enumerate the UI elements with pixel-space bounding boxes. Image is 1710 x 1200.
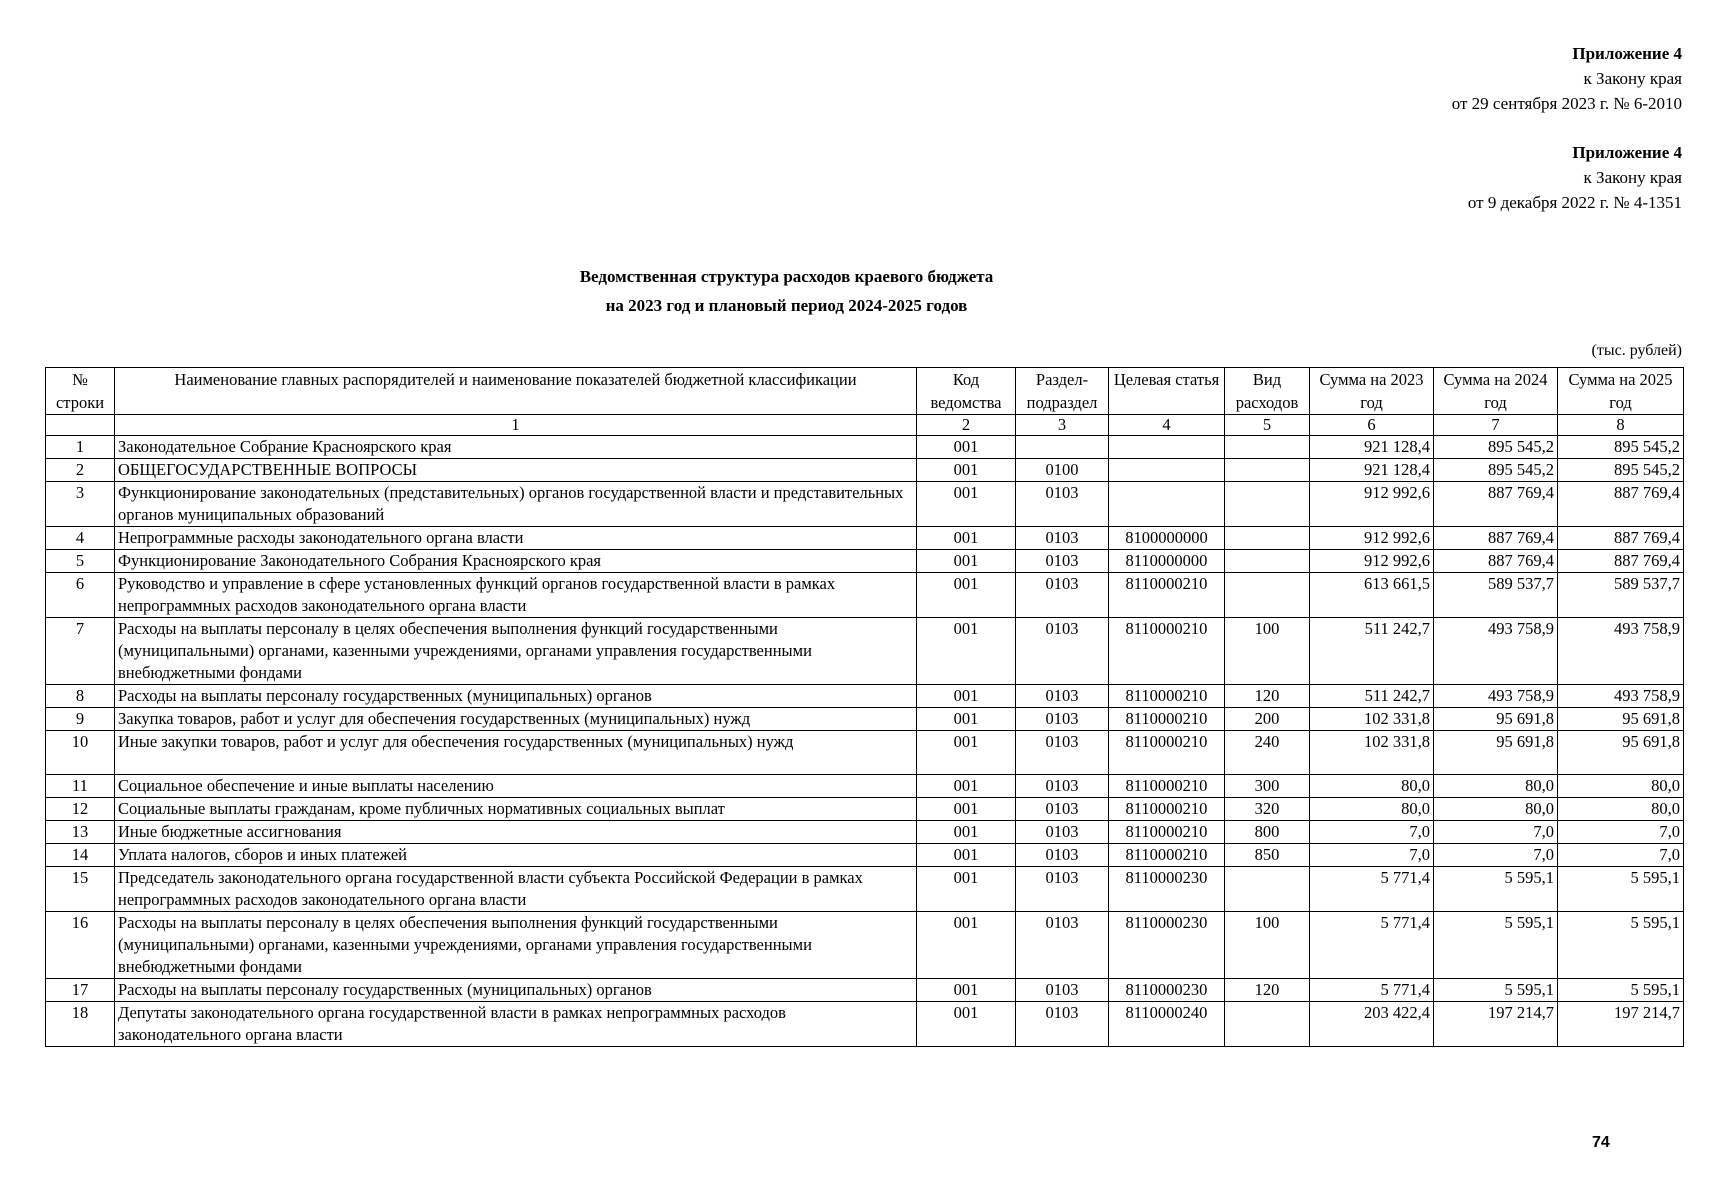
target-article-cell: 8110000210 bbox=[1109, 573, 1225, 618]
row-number-cell: 14 bbox=[46, 844, 115, 867]
dept-code-cell: 001 bbox=[917, 798, 1016, 821]
column-number: 2 bbox=[917, 415, 1016, 436]
name-cell: Законодательное Собрание Красноярского края bbox=[115, 436, 917, 459]
name-cell: Иные закупки товаров, работ и услуг для обеспечения государственных (муниципальных) нужд bbox=[115, 731, 917, 775]
target-article-cell: 8110000210 bbox=[1109, 798, 1225, 821]
sum-2023-cell: 511 242,7 bbox=[1310, 685, 1434, 708]
target-article-cell: 8110000210 bbox=[1109, 775, 1225, 798]
table-row bbox=[46, 731, 1684, 775]
name-cell: Иные бюджетные ассигнования bbox=[115, 821, 917, 844]
row-number-cell: 9 bbox=[46, 708, 115, 731]
sum-2024-cell: 80,0 bbox=[1434, 775, 1558, 798]
target-article-cell: 8110000240 bbox=[1109, 1002, 1225, 1047]
table-row bbox=[46, 844, 1684, 867]
sum-2024-cell: 95 691,8 bbox=[1434, 708, 1558, 731]
row-number-cell: 3 bbox=[46, 482, 115, 527]
sum-2024-cell: 80,0 bbox=[1434, 798, 1558, 821]
dept-code-cell: 001 bbox=[917, 550, 1016, 573]
table-row bbox=[46, 685, 1684, 708]
section-cell: 0103 bbox=[1016, 844, 1109, 867]
row-number-cell: 15 bbox=[46, 867, 115, 912]
sum-2025-cell: 5 595,1 bbox=[1558, 912, 1684, 979]
name-cell: Руководство и управление в сфере установленных функций органов государственной власти в рамках непрограммных расходов законодательного органа власти bbox=[115, 573, 917, 618]
table-row bbox=[46, 459, 1684, 482]
header-expense-type: Вид расходов bbox=[1225, 368, 1310, 415]
sum-2024-cell: 895 545,2 bbox=[1434, 436, 1558, 459]
name-cell: Уплата налогов, сборов и иных платежей bbox=[115, 844, 917, 867]
sum-2025-cell: 80,0 bbox=[1558, 775, 1684, 798]
target-article-cell bbox=[1109, 436, 1225, 459]
table-row bbox=[46, 867, 1684, 912]
expense-type-cell: 200 bbox=[1225, 708, 1310, 731]
expense-type-cell bbox=[1225, 573, 1310, 618]
dept-code-cell: 001 bbox=[917, 731, 1016, 775]
column-number: 7 bbox=[1434, 415, 1558, 436]
row-number-cell: 17 bbox=[46, 979, 115, 1002]
table-row bbox=[46, 527, 1684, 550]
column-number bbox=[46, 415, 115, 436]
table-body bbox=[46, 436, 1684, 1047]
appendix-block-2 bbox=[1468, 140, 1682, 215]
sum-2024-cell: 493 758,9 bbox=[1434, 618, 1558, 685]
dept-code-cell: 001 bbox=[917, 844, 1016, 867]
sum-2025-cell: 5 595,1 bbox=[1558, 867, 1684, 912]
target-article-cell: 8110000210 bbox=[1109, 685, 1225, 708]
name-cell: Функционирование Законодательного Собрания Красноярского края bbox=[115, 550, 917, 573]
header-target-article: Целевая статья bbox=[1109, 368, 1225, 415]
row-number-cell: 13 bbox=[46, 821, 115, 844]
row-number-cell: 10 bbox=[46, 731, 115, 775]
expense-type-cell: 100 bbox=[1225, 618, 1310, 685]
header-row-number: № строки bbox=[46, 368, 115, 415]
expense-type-cell: 850 bbox=[1225, 844, 1310, 867]
header-sum-2025: Сумма на 2025 год bbox=[1558, 368, 1684, 415]
target-article-cell bbox=[1109, 459, 1225, 482]
sum-2025-cell: 95 691,8 bbox=[1558, 708, 1684, 731]
expense-type-cell bbox=[1225, 550, 1310, 573]
sum-2025-cell: 7,0 bbox=[1558, 844, 1684, 867]
sum-2024-cell: 887 769,4 bbox=[1434, 527, 1558, 550]
column-number: 5 bbox=[1225, 415, 1310, 436]
sum-2023-cell: 7,0 bbox=[1310, 844, 1434, 867]
sum-2024-cell: 95 691,8 bbox=[1434, 731, 1558, 775]
dept-code-cell: 001 bbox=[917, 867, 1016, 912]
target-article-cell bbox=[1109, 482, 1225, 527]
row-number-cell: 18 bbox=[46, 1002, 115, 1047]
dept-code-cell: 001 bbox=[917, 821, 1016, 844]
sum-2024-cell: 589 537,7 bbox=[1434, 573, 1558, 618]
dept-code-cell: 001 bbox=[917, 775, 1016, 798]
section-cell: 0103 bbox=[1016, 1002, 1109, 1047]
table-row bbox=[46, 573, 1684, 618]
sum-2025-cell: 887 769,4 bbox=[1558, 527, 1684, 550]
sum-2023-cell: 80,0 bbox=[1310, 798, 1434, 821]
name-cell: Расходы на выплаты персоналу государственных (муниципальных) органов bbox=[115, 979, 917, 1002]
target-article-cell: 8110000230 bbox=[1109, 912, 1225, 979]
sum-2024-cell: 7,0 bbox=[1434, 844, 1558, 867]
appendix-date: от 9 декабря 2022 г. № 4-1351 bbox=[1467, 193, 1682, 212]
table-row bbox=[46, 979, 1684, 1002]
row-number-cell: 1 bbox=[46, 436, 115, 459]
sum-2025-cell: 197 214,7 bbox=[1558, 1002, 1684, 1047]
target-article-cell: 8110000230 bbox=[1109, 979, 1225, 1002]
section-cell: 0103 bbox=[1016, 618, 1109, 685]
sum-2023-cell: 102 331,8 bbox=[1310, 731, 1434, 775]
sum-2025-cell: 895 545,2 bbox=[1558, 459, 1684, 482]
dept-code-cell: 001 bbox=[917, 1002, 1016, 1047]
budget-table bbox=[45, 367, 1684, 1047]
column-number: 1 bbox=[115, 415, 917, 436]
table-row bbox=[46, 821, 1684, 844]
expense-type-cell bbox=[1225, 459, 1310, 482]
sum-2024-cell: 887 769,4 bbox=[1434, 550, 1558, 573]
sum-2025-cell: 895 545,2 bbox=[1558, 436, 1684, 459]
expense-type-cell: 300 bbox=[1225, 775, 1310, 798]
expense-type-cell: 120 bbox=[1225, 979, 1310, 1002]
expense-type-cell bbox=[1225, 482, 1310, 527]
appendix-title: Приложение 4 bbox=[1572, 44, 1682, 63]
row-number-cell: 6 bbox=[46, 573, 115, 618]
sum-2025-cell: 80,0 bbox=[1558, 798, 1684, 821]
units-label: (тыс. рублей) bbox=[1591, 342, 1682, 359]
section-cell: 0103 bbox=[1016, 573, 1109, 618]
sum-2023-cell: 921 128,4 bbox=[1310, 436, 1434, 459]
section-cell: 0103 bbox=[1016, 685, 1109, 708]
sum-2024-cell: 197 214,7 bbox=[1434, 1002, 1558, 1047]
sum-2023-cell: 7,0 bbox=[1310, 821, 1434, 844]
header-dept-code: Код ведомства bbox=[917, 368, 1016, 415]
sum-2023-cell: 5 771,4 bbox=[1310, 867, 1434, 912]
target-article-cell: 8110000210 bbox=[1109, 708, 1225, 731]
sum-2023-cell: 102 331,8 bbox=[1310, 708, 1434, 731]
sum-2023-cell: 80,0 bbox=[1310, 775, 1434, 798]
target-article-cell: 8110000230 bbox=[1109, 867, 1225, 912]
sum-2025-cell: 7,0 bbox=[1558, 821, 1684, 844]
table-row bbox=[46, 482, 1684, 527]
sum-2025-cell: 493 758,9 bbox=[1558, 618, 1684, 685]
row-number-cell: 2 bbox=[46, 459, 115, 482]
section-cell: 0103 bbox=[1016, 550, 1109, 573]
sum-2025-cell: 887 769,4 bbox=[1558, 482, 1684, 527]
name-cell: Депутаты законодательного органа государственной власти в рамках непрограммных расходов законодательного органа власти bbox=[115, 1002, 917, 1047]
expense-type-cell bbox=[1225, 527, 1310, 550]
sum-2025-cell: 887 769,4 bbox=[1558, 550, 1684, 573]
dept-code-cell: 001 bbox=[917, 618, 1016, 685]
sum-2024-cell: 5 595,1 bbox=[1434, 979, 1558, 1002]
dept-code-cell: 001 bbox=[917, 912, 1016, 979]
table-row bbox=[46, 912, 1684, 979]
dept-code-cell: 001 bbox=[917, 685, 1016, 708]
row-number-cell: 12 bbox=[46, 798, 115, 821]
header-row bbox=[46, 368, 1684, 415]
sum-2024-cell: 7,0 bbox=[1434, 821, 1558, 844]
name-cell: Закупка товаров, работ и услуг для обеспечения государственных (муниципальных) нужд bbox=[115, 708, 917, 731]
section-cell: 0103 bbox=[1016, 979, 1109, 1002]
sum-2023-cell: 912 992,6 bbox=[1310, 482, 1434, 527]
column-number: 6 bbox=[1310, 415, 1434, 436]
row-number-cell: 5 bbox=[46, 550, 115, 573]
page-number: 74 bbox=[1592, 1134, 1610, 1151]
document-title bbox=[0, 262, 1710, 320]
header-sum-2024: Сумма на 2024 год bbox=[1434, 368, 1558, 415]
dept-code-cell: 001 bbox=[917, 436, 1016, 459]
sum-2023-cell: 511 242,7 bbox=[1310, 618, 1434, 685]
sum-2025-cell: 493 758,9 bbox=[1558, 685, 1684, 708]
name-cell: Расходы на выплаты персоналу в целях обеспечения выполнения функций государственными (муниципальными) органами, казенными учреждениями, органами управления государственными внебюджетными фондами bbox=[115, 912, 917, 979]
name-cell: Функционирование законодательных (представительных) органов государственной власти и представительных органов муниципальных образований bbox=[115, 482, 917, 527]
table-row bbox=[46, 618, 1684, 685]
table-row bbox=[46, 798, 1684, 821]
table-row bbox=[46, 775, 1684, 798]
name-cell: Социальное обеспечение и иные выплаты населению bbox=[115, 775, 917, 798]
appendix-date: от 29 сентября 2023 г. № 6-2010 bbox=[1451, 94, 1682, 113]
section-cell: 0103 bbox=[1016, 482, 1109, 527]
name-cell: Социальные выплаты гражданам, кроме публичных нормативных социальных выплат bbox=[115, 798, 917, 821]
sum-2024-cell: 5 595,1 bbox=[1434, 867, 1558, 912]
sum-2023-cell: 613 661,5 bbox=[1310, 573, 1434, 618]
sum-2023-cell: 5 771,4 bbox=[1310, 912, 1434, 979]
sum-2024-cell: 887 769,4 bbox=[1434, 482, 1558, 527]
sum-2024-cell: 5 595,1 bbox=[1434, 912, 1558, 979]
sum-2025-cell: 5 595,1 bbox=[1558, 979, 1684, 1002]
section-cell: 0103 bbox=[1016, 708, 1109, 731]
dept-code-cell: 001 bbox=[917, 482, 1016, 527]
column-number: 4 bbox=[1109, 415, 1225, 436]
section-cell: 0103 bbox=[1016, 527, 1109, 550]
target-article-cell: 8110000000 bbox=[1109, 550, 1225, 573]
appendix-title: Приложение 4 bbox=[1572, 143, 1682, 162]
header-sum-2023: Сумма на 2023 год bbox=[1310, 368, 1434, 415]
column-number: 3 bbox=[1016, 415, 1109, 436]
dept-code-cell: 001 bbox=[917, 459, 1016, 482]
target-article-cell: 8110000210 bbox=[1109, 844, 1225, 867]
appendix-law: к Закону края bbox=[1583, 168, 1682, 187]
sum-2023-cell: 912 992,6 bbox=[1310, 527, 1434, 550]
expense-type-cell bbox=[1225, 1002, 1310, 1047]
target-article-cell: 8110000210 bbox=[1109, 821, 1225, 844]
table-row bbox=[46, 1002, 1684, 1047]
row-number-cell: 11 bbox=[46, 775, 115, 798]
sum-2023-cell: 203 422,4 bbox=[1310, 1002, 1434, 1047]
appendix-block-1 bbox=[1452, 41, 1682, 116]
sum-2024-cell: 895 545,2 bbox=[1434, 459, 1558, 482]
name-cell: ОБЩЕГОСУДАРСТВЕННЫЕ ВОПРОСЫ bbox=[115, 459, 917, 482]
table-row bbox=[46, 708, 1684, 731]
section-cell bbox=[1016, 436, 1109, 459]
table-row bbox=[46, 436, 1684, 459]
expense-type-cell: 100 bbox=[1225, 912, 1310, 979]
header-name: Наименование главных распорядителей и наименование показателей бюджетной классификации bbox=[115, 368, 917, 415]
target-article-cell: 8110000210 bbox=[1109, 731, 1225, 775]
dept-code-cell: 001 bbox=[917, 573, 1016, 618]
dept-code-cell: 001 bbox=[917, 527, 1016, 550]
dept-code-cell: 001 bbox=[917, 979, 1016, 1002]
section-cell: 0103 bbox=[1016, 912, 1109, 979]
document-title-line-2: на 2023 год и плановый период 2024-2025 годов bbox=[605, 296, 968, 315]
expense-type-cell: 120 bbox=[1225, 685, 1310, 708]
row-number-cell: 7 bbox=[46, 618, 115, 685]
target-article-cell: 8100000000 bbox=[1109, 527, 1225, 550]
name-cell: Расходы на выплаты персоналу в целях обеспечения выполнения функций государственными (муниципальными) органами, казенными учреждениями, органами управления государственными внебюджетными фондами bbox=[115, 618, 917, 685]
column-number: 8 bbox=[1558, 415, 1684, 436]
sum-2023-cell: 912 992,6 bbox=[1310, 550, 1434, 573]
section-cell: 0103 bbox=[1016, 821, 1109, 844]
appendix-law: к Закону края bbox=[1583, 69, 1682, 88]
expense-type-cell: 320 bbox=[1225, 798, 1310, 821]
target-article-cell: 8110000210 bbox=[1109, 618, 1225, 685]
table-row bbox=[46, 550, 1684, 573]
sum-2025-cell: 95 691,8 bbox=[1558, 731, 1684, 775]
sum-2023-cell: 921 128,4 bbox=[1310, 459, 1434, 482]
row-number-cell: 4 bbox=[46, 527, 115, 550]
expense-type-cell bbox=[1225, 436, 1310, 459]
section-cell: 0103 bbox=[1016, 867, 1109, 912]
sum-2025-cell: 589 537,7 bbox=[1558, 573, 1684, 618]
name-cell: Расходы на выплаты персоналу государственных (муниципальных) органов bbox=[115, 685, 917, 708]
expense-type-cell: 240 bbox=[1225, 731, 1310, 775]
sum-2023-cell: 5 771,4 bbox=[1310, 979, 1434, 1002]
name-cell: Председатель законодательного органа государственной власти субъекта Российской Федерации в рамках непрограммных расходов законодательного органа власти bbox=[115, 867, 917, 912]
expense-type-cell: 800 bbox=[1225, 821, 1310, 844]
name-cell: Непрограммные расходы законодательного органа власти bbox=[115, 527, 917, 550]
dept-code-cell: 001 bbox=[917, 708, 1016, 731]
column-number-row bbox=[46, 415, 1684, 436]
expense-type-cell bbox=[1225, 867, 1310, 912]
header-section: Раздел-подраздел bbox=[1016, 368, 1109, 415]
section-cell: 0103 bbox=[1016, 731, 1109, 775]
section-cell: 0100 bbox=[1016, 459, 1109, 482]
row-number-cell: 16 bbox=[46, 912, 115, 979]
row-number-cell: 8 bbox=[46, 685, 115, 708]
document-title-line-1: Ведомственная структура расходов краевого бюджета bbox=[579, 267, 994, 286]
sum-2024-cell: 493 758,9 bbox=[1434, 685, 1558, 708]
section-cell: 0103 bbox=[1016, 775, 1109, 798]
section-cell: 0103 bbox=[1016, 798, 1109, 821]
